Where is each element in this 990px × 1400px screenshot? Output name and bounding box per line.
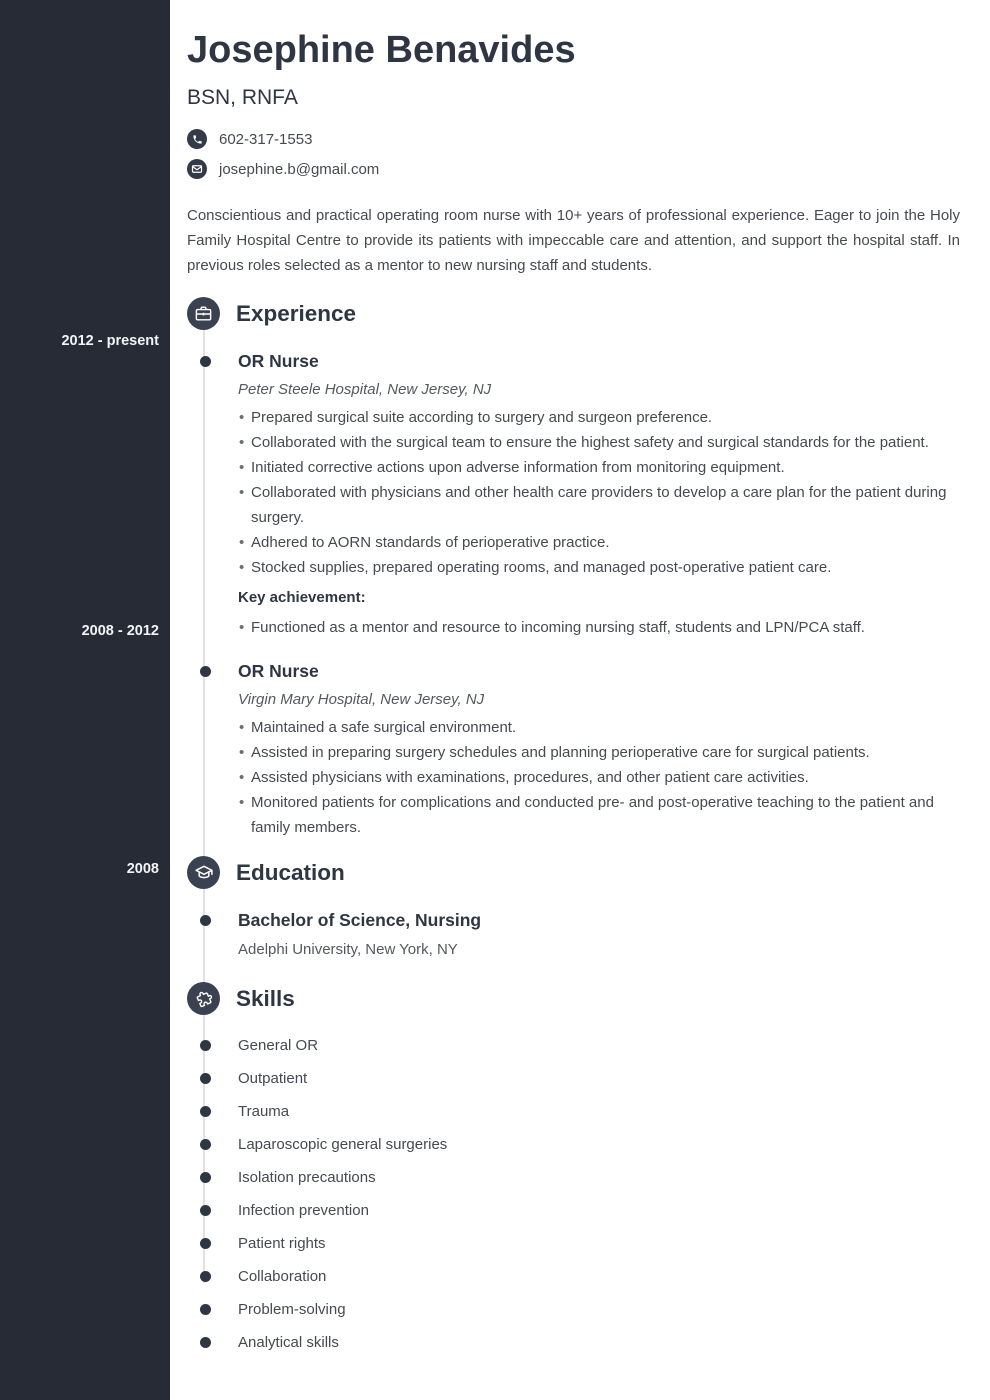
phone-number: 602-317-1553 xyxy=(219,130,313,148)
experience-section-header xyxy=(187,297,960,330)
job-organization: Virgin Mary Hospital, New Jersey, NJ xyxy=(238,691,485,708)
phone-row xyxy=(187,129,960,149)
skill-item: General OR xyxy=(238,1029,960,1062)
skill-item: Infection prevention xyxy=(238,1194,960,1227)
job-bullet: • Stocked supplies, prepared operating rooms, and managed post-operative patient care. xyxy=(238,555,960,580)
briefcase-icon xyxy=(187,297,220,330)
job-bullet: • Assisted physicians with examinations, procedures, and other patient care activities. xyxy=(238,765,960,790)
skill-item: Outpatient xyxy=(238,1062,960,1095)
skill-item: Analytical skills xyxy=(238,1326,960,1359)
resume-content xyxy=(187,0,960,1359)
skills-section-header xyxy=(187,982,960,1015)
sidebar xyxy=(0,0,170,1400)
experience-entry-2 xyxy=(238,660,960,840)
key-achievement-bullet: • Functioned as a mentor and resource to incoming nursing staff, students and LPN/PCA staff. xyxy=(238,615,960,640)
job-title: OR Nurse xyxy=(238,350,960,372)
experience-entry-1 xyxy=(238,350,960,640)
job-bullet: • Prepared surgical suite according to surgery and surgeon preference. xyxy=(238,405,960,430)
job-bullet-list xyxy=(238,405,960,580)
experience-section-title: Experience xyxy=(236,300,357,326)
skill-item: Isolation precautions xyxy=(238,1161,960,1194)
phone-icon xyxy=(187,129,207,149)
degree-title: Bachelor of Science, Nursing xyxy=(238,909,960,931)
email-address: josephine.b@gmail.com xyxy=(219,160,380,178)
skill-item: Collaboration xyxy=(238,1260,960,1293)
summary-paragraph: Conscientious and practical operating room nurse with 10+ years of professional experience. Eager to join the Holy Family Hospital Centre to provide its patients with impeccable care and attention, and support the hospital staff. In previous roles selected as a mentor to new nursing staff and students. xyxy=(187,207,960,274)
skills-section-title: Skills xyxy=(236,985,295,1011)
education-section-title: Education xyxy=(236,859,345,885)
education-section-header xyxy=(187,856,960,889)
job-bullet: • Collaborated with the surgical team to ensure the highest safety and surgical standards for the patient. xyxy=(238,430,960,455)
education-date: 2008 xyxy=(126,861,159,877)
puzzle-icon xyxy=(187,982,220,1015)
skill-item: Patient rights xyxy=(238,1227,960,1260)
job-bullet: • Collaborated with physicians and other health care providers to develop a care plan for the patient during surgery. xyxy=(238,480,960,530)
email-row xyxy=(187,159,960,179)
key-achievement-label: Key achievement: xyxy=(238,589,366,606)
job-bullet-list xyxy=(238,715,960,840)
skill-item: Laparoscopic general surgeries xyxy=(238,1128,960,1161)
email-icon xyxy=(187,159,207,179)
job-bullet: • Maintained a safe surgical environment. xyxy=(238,715,960,740)
school-name: Adelphi University, New York, NY xyxy=(238,941,458,958)
job-bullet: • Monitored patients for complications and conducted pre- and post-operative teaching to the patient and family members. xyxy=(238,790,960,840)
job-bullet: • Initiated corrective actions upon adverse information from monitoring equipment. xyxy=(238,455,960,480)
job-bullet: • Assisted in preparing surgery schedules and planning perioperative care for surgical patients. xyxy=(238,740,960,765)
contact-info xyxy=(187,129,960,179)
skills-list xyxy=(238,1029,960,1359)
graduation-cap-icon xyxy=(187,856,220,889)
job-title: OR Nurse xyxy=(238,660,960,682)
job-bullet: • Adhered to AORN standards of perioperative practice. xyxy=(238,530,960,555)
person-title: BSN, RNFA xyxy=(187,86,298,109)
job-organization: Peter Steele Hospital, New Jersey, NJ xyxy=(238,381,492,398)
experience-date-2: 2008 - 2012 xyxy=(81,623,159,639)
skill-item: Problem-solving xyxy=(238,1293,960,1326)
person-name: Josephine Benavides xyxy=(187,29,576,71)
skill-item: Trauma xyxy=(238,1095,960,1128)
experience-date-1: 2012 - present xyxy=(61,333,159,349)
key-achievement-list xyxy=(238,615,960,640)
education-entry xyxy=(238,909,960,960)
